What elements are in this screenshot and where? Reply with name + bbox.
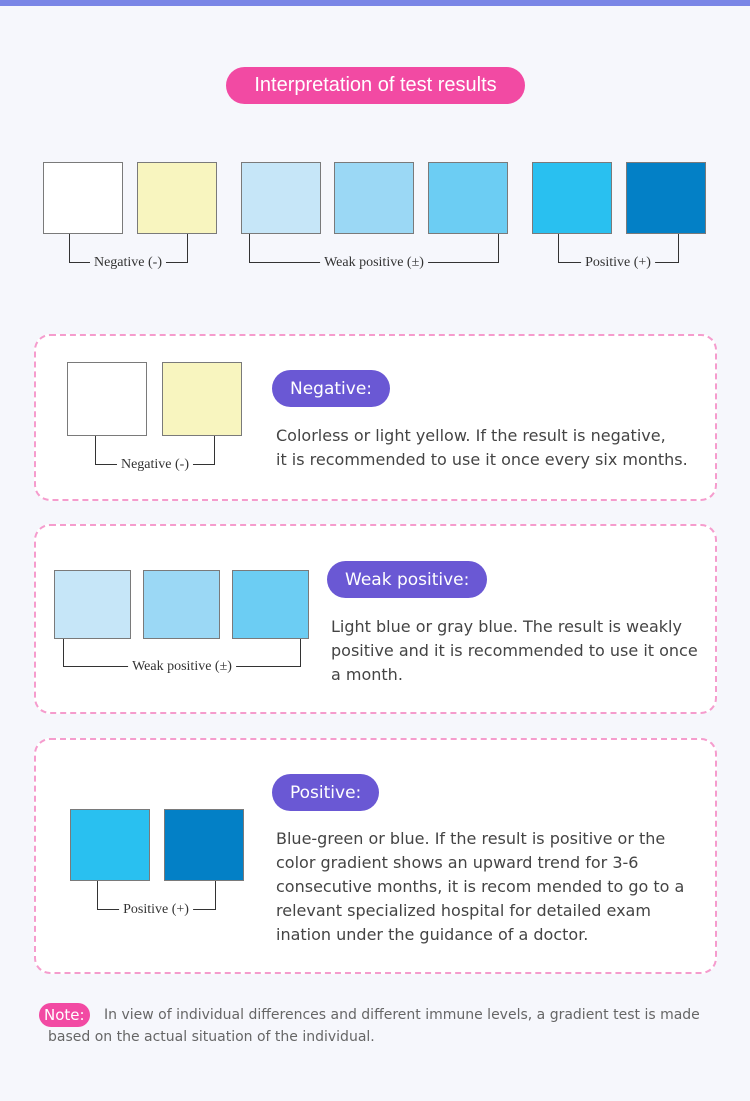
- page-title: Interpretation of test results: [226, 67, 525, 104]
- negative-card: [34, 334, 717, 501]
- swatch-light-yellow: [162, 362, 242, 436]
- positive-tag: Positive:: [272, 774, 379, 811]
- weak-positive-card-label: Weak positive (±): [128, 659, 236, 675]
- swatch-white: [43, 162, 123, 234]
- positive-description: Blue-green or blue. If the result is positive or the color gradient shows an upward trend for 3-6 consecutive months, it is recom mended to go to a relevant specialized hospital for detailed exam ination under the guidance of a doctor.: [276, 829, 685, 944]
- swatch-dark-blue: [164, 809, 244, 881]
- swatch-light-yellow: [137, 162, 217, 234]
- weak-positive-description: Light blue or gray blue. The result is weakly positive and it is recommended to use it once a month.: [331, 617, 698, 684]
- swatch-white: [67, 362, 147, 436]
- positive-legend-label: Positive (+): [581, 255, 655, 271]
- positive-card: [34, 738, 717, 974]
- swatch-light-blue-1: [241, 162, 321, 234]
- note-tag: Note:: [39, 1003, 90, 1027]
- swatch-dark-blue: [626, 162, 706, 234]
- negative-description: Colorless or light yellow. If the result is negative, it is recommended to use it once every six months.: [276, 426, 688, 469]
- positive-card-label: Positive (+): [119, 902, 193, 918]
- swatch-blue: [532, 162, 612, 234]
- swatch-light-blue-2: [143, 570, 220, 639]
- swatch-light-blue-3: [428, 162, 508, 234]
- swatch-light-blue-1: [54, 570, 131, 639]
- weak-positive-tag: Weak positive:: [327, 561, 487, 598]
- negative-tag: Negative:: [272, 370, 390, 407]
- swatch-light-blue-2: [334, 162, 414, 234]
- top-accent-bar: [0, 0, 750, 6]
- swatch-light-blue-3: [232, 570, 309, 639]
- weak-positive-card: [34, 524, 717, 714]
- weak-positive-legend-label: Weak positive (±): [320, 255, 428, 271]
- negative-legend-label: Negative (-): [90, 255, 166, 271]
- negative-card-label: Negative (-): [117, 457, 193, 473]
- note-text: In view of individual differences and different immune levels, a gradient test is made based on the actual situation of the individual.: [48, 1007, 700, 1045]
- swatch-blue: [70, 809, 150, 881]
